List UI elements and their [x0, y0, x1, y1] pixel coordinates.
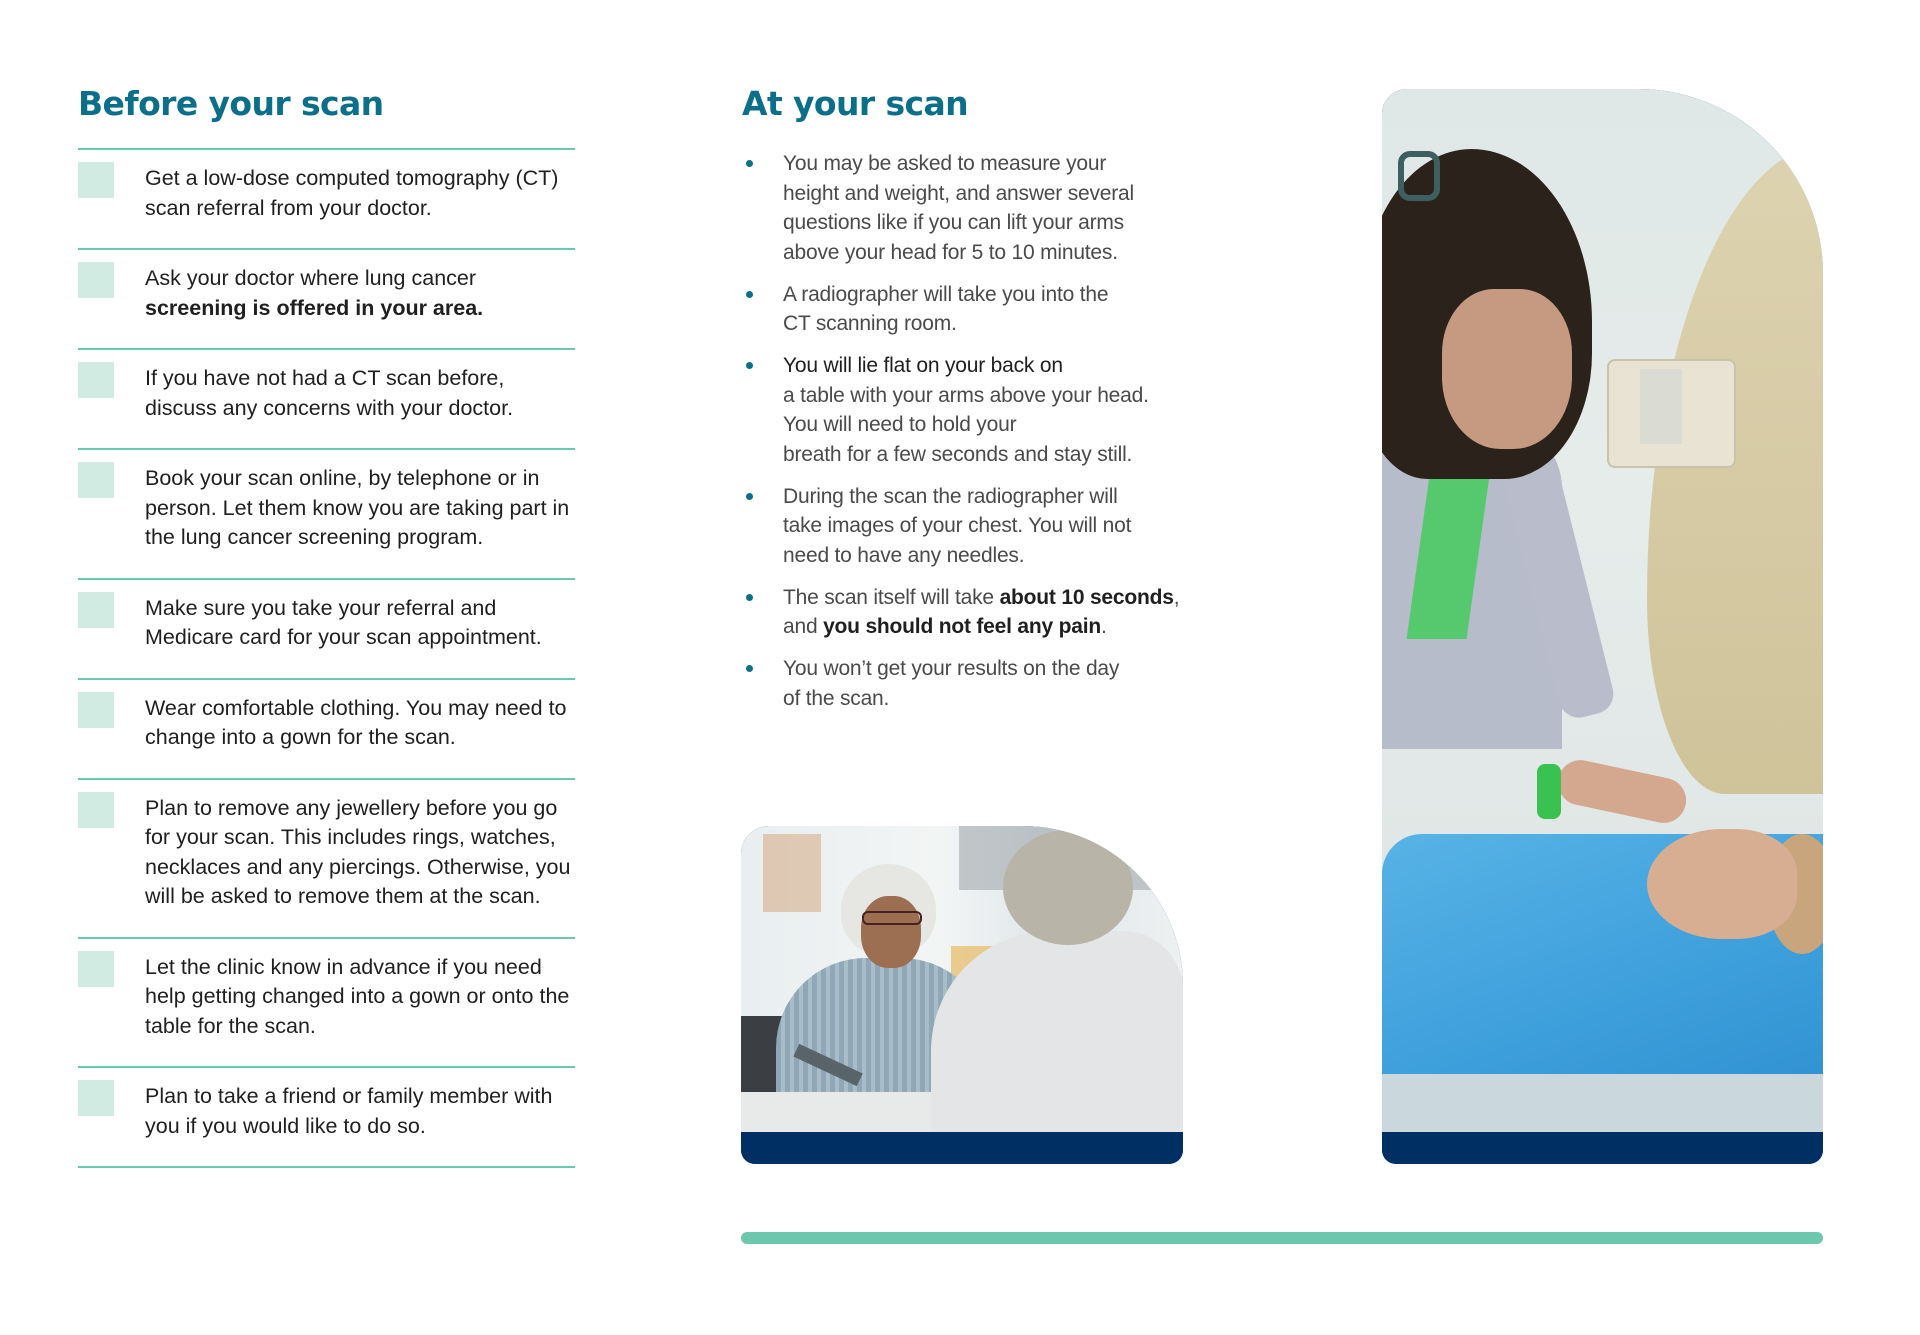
- text-segment: Plan to take a friend or family member with you if you would like to do so.: [145, 1084, 553, 1138]
- text-segment: ,: [1173, 585, 1180, 609]
- checkbox-icon[interactable]: [78, 1080, 114, 1116]
- bullet-dot-icon: [746, 594, 753, 601]
- checklist-item-text: [145, 592, 575, 653]
- text-segment: and: [783, 615, 824, 638]
- bullet-line: breath for a few seconds and stay still.: [783, 442, 1133, 466]
- text-segment: Book your scan online, by telephone or in person. Let them know you are taking part in the lung cancer screening program.: [145, 466, 570, 549]
- checklist-item-text: [145, 792, 575, 912]
- bullet-text: [783, 149, 1212, 267]
- emphasis-text: screening is offered in your area.: [145, 295, 484, 320]
- ct-scan-photo: [1382, 89, 1823, 1132]
- bullet-line: CT scanning room.: [783, 312, 957, 335]
- checkbox-icon[interactable]: [78, 362, 114, 398]
- bullet-line: a table with your arms above your head.: [783, 383, 1149, 407]
- bullet-line: need to have any needles.: [783, 543, 1025, 567]
- text-segment: Let the clinic know in advance if you need help getting changed into a gown or onto the table for the scan.: [145, 954, 570, 1038]
- bullet-item: [742, 351, 1212, 469]
- text-segment: Get a low-dose computed tomography (CT) scan referral from your doctor.: [145, 166, 559, 220]
- bullet-line: You may be asked to measure your: [783, 152, 1107, 175]
- photo-caption-band: [1382, 1132, 1823, 1164]
- checklist-item: [78, 680, 575, 780]
- bullet-text: [783, 482, 1212, 571]
- text-segment: The scan itself will take: [783, 585, 1000, 609]
- checkbox-icon[interactable]: [78, 692, 114, 728]
- text-segment: .: [1101, 615, 1107, 638]
- checklist-item: [78, 580, 575, 680]
- consultation-photo-card: [741, 826, 1183, 1164]
- text-segment: Ask your doctor where lung cancer: [145, 266, 477, 290]
- checkbox-icon[interactable]: [78, 462, 114, 498]
- bullet-line: You won’t get your results on the day: [783, 657, 1120, 680]
- bullet-line: You will need to hold your: [783, 413, 1017, 436]
- checklist-item-text: [145, 951, 575, 1042]
- checkbox-icon[interactable]: [78, 592, 114, 628]
- text-segment: Plan to remove any jewellery before you go for your scan. This includes rings, watches, necklaces and any piercings. Otherwise, you will be asked to remove them at the scan.: [145, 795, 571, 908]
- bullet-line: questions like if you can lift your arms: [783, 211, 1124, 234]
- emphasis-text: about 10 seconds: [999, 585, 1174, 609]
- bullet-dot-icon: [746, 362, 753, 369]
- checkbox-icon[interactable]: [78, 262, 114, 298]
- bullet-item: [742, 149, 1212, 267]
- bullet-lead-line: You will lie flat on your back on: [783, 354, 1063, 377]
- bullet-dot-icon: [746, 493, 753, 500]
- bullet-line: During the scan the radiographer will: [783, 484, 1118, 508]
- bullet-dot-icon: [746, 665, 753, 672]
- checklist-item: [78, 1068, 575, 1168]
- bullet-line: take images of your chest. You will not: [783, 514, 1132, 537]
- checklist-item: [78, 450, 575, 580]
- checklist-item-text: [145, 462, 575, 553]
- checklist-item-text: [145, 1080, 575, 1141]
- emphasis-text: you should not feel any pain: [823, 615, 1101, 638]
- bullet-text: [783, 280, 1212, 339]
- bullet-line: A radiographer will take you into the: [783, 282, 1109, 306]
- bullet-item: [742, 482, 1212, 571]
- bullet-dot-icon: [746, 291, 753, 298]
- checklist-item: [78, 350, 575, 450]
- bullet-line: of the scan.: [783, 686, 890, 710]
- bullet-line: height and weight, and answer several: [783, 181, 1134, 205]
- text-segment: If you have not had a CT scan before, discuss any concerns with your doctor.: [145, 366, 514, 420]
- at-your-scan-heading: At your scan: [742, 84, 969, 123]
- bullet-item: [742, 280, 1212, 339]
- checklist-item: [78, 939, 575, 1069]
- bullet-item: [742, 583, 1212, 642]
- checklist-item-text: [145, 262, 575, 323]
- checkbox-icon[interactable]: [78, 951, 114, 987]
- bullet-item: [742, 654, 1212, 713]
- photo-caption-band: [741, 1132, 1183, 1164]
- before-your-scan-heading: Before your scan: [78, 84, 384, 123]
- bullet-text: [783, 583, 1212, 642]
- checklist-item-text: [145, 692, 575, 753]
- bullet-text: [783, 654, 1212, 713]
- text-segment: Wear comfortable clothing. You may need to change into a gown for the scan.: [145, 695, 567, 749]
- ct-scan-photo-card: [1382, 89, 1823, 1164]
- checklist-item: [78, 250, 575, 350]
- checklist-item: [78, 150, 575, 250]
- footer-accent-bar: [741, 1232, 1823, 1244]
- before-scan-checklist: [78, 148, 575, 1168]
- text-segment: Make sure you take your referral and Medicare card for your scan appointment.: [145, 595, 542, 649]
- bullet-dot-icon: [746, 160, 753, 167]
- checklist-item-text: [145, 162, 575, 223]
- checkbox-icon[interactable]: [78, 162, 114, 198]
- bullet-line: above your head for 5 to 10 minutes.: [783, 240, 1118, 264]
- checkbox-icon[interactable]: [78, 792, 114, 828]
- checklist-item: [78, 780, 575, 939]
- bullet-text: [783, 351, 1212, 469]
- consultation-photo: [741, 826, 1183, 1132]
- at-scan-bullet-list: [742, 149, 1212, 726]
- checklist-item-text: [145, 362, 575, 423]
